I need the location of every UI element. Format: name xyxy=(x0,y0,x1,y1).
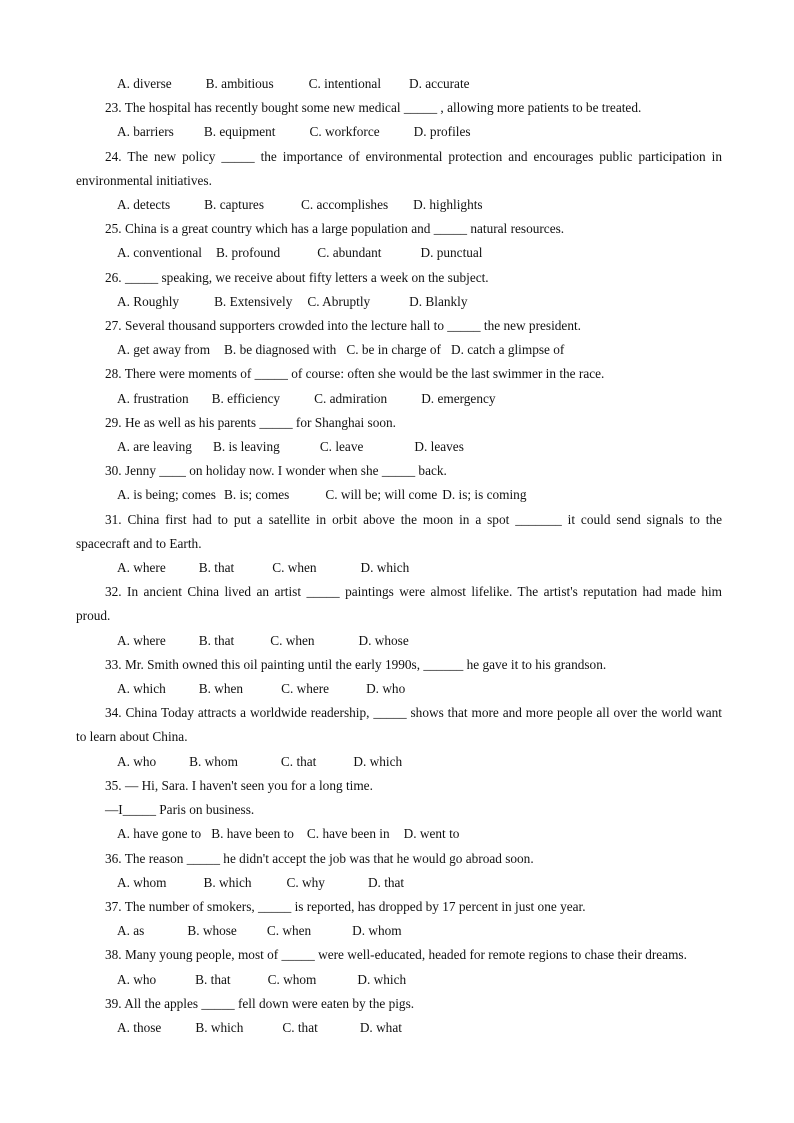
question-text: 24. The new policy _____ the importance of environmental protection and encourages public participation in environmental initiatives. xyxy=(76,148,722,188)
option: A. who xyxy=(117,753,157,769)
option: A. who xyxy=(117,971,157,987)
option: D. punctual xyxy=(420,245,483,261)
question-text: 38. Many young people, most of _____ were well-educated, headed for remote regions to chase their dreams. xyxy=(105,947,687,963)
option: B. that xyxy=(198,632,235,648)
option: C. leave xyxy=(319,439,364,455)
option: B. have been to xyxy=(211,826,294,842)
option: C. will be; will come xyxy=(325,487,438,503)
option: D. is; is coming xyxy=(442,487,527,503)
option: B. is leaving xyxy=(212,439,280,455)
option: A. detects xyxy=(117,197,171,213)
options-row xyxy=(76,387,722,411)
option: C. where xyxy=(281,681,330,697)
option: C. whom xyxy=(267,971,317,987)
option: A. where xyxy=(117,560,166,576)
question-text: 25. China is a great country which has a large population and _____ natural resources. xyxy=(105,221,565,237)
question-text: 34. China Today attracts a worldwide readership, _____ shows that more and more people all over the world want to learn about China. xyxy=(76,705,722,745)
option: A. as xyxy=(117,923,145,939)
option: B. captures xyxy=(204,197,264,213)
options-row xyxy=(76,1016,722,1040)
option: C. intentional xyxy=(308,76,382,91)
option: D. whom xyxy=(352,923,402,939)
question-text: 31. China first had to put a satellite in orbit above the moon in a spot _______ it could send signals to the spacecraft and to Earth. xyxy=(76,511,722,551)
option: B. that xyxy=(198,560,235,576)
option: C. when xyxy=(266,923,312,939)
exam-page xyxy=(76,72,722,1040)
option: D. who xyxy=(366,681,406,697)
option: B. whose xyxy=(187,923,237,939)
options-row xyxy=(76,968,722,992)
option: D. which xyxy=(357,971,407,987)
option: D. which xyxy=(360,560,410,576)
options-row xyxy=(76,120,722,144)
options-row xyxy=(76,677,722,701)
option: B. ambitious xyxy=(205,76,274,91)
question-text: 26. _____ speaking, we receive about fifty letters a week on the subject. xyxy=(105,269,489,285)
option: D. that xyxy=(367,874,405,890)
option: C. when xyxy=(270,632,315,648)
option: D. emergency xyxy=(421,390,496,406)
option: C. that xyxy=(282,1019,318,1035)
option: C. when xyxy=(272,560,317,576)
option: B. profound xyxy=(215,245,281,261)
option: A. which xyxy=(117,681,166,697)
option: D. leaves xyxy=(414,439,464,455)
option: A. get away from xyxy=(117,342,211,358)
question-text: 32. In ancient China lived an artist _____ paintings were almost lifelike. The artist's reputation had made him proud. xyxy=(76,584,722,624)
option: B. be diagnosed with xyxy=(224,342,337,358)
option: A. diverse xyxy=(117,76,172,91)
question-text: —I_____ Paris on business. xyxy=(105,802,255,818)
option: A. frustration xyxy=(117,390,189,406)
option: D. catch a glimpse of xyxy=(450,342,565,358)
option: B. Extensively xyxy=(214,293,293,309)
options-row xyxy=(76,72,722,96)
option: A. whom xyxy=(117,874,167,890)
option: A. barriers xyxy=(117,124,174,140)
option: A. have gone to xyxy=(117,826,202,842)
question-text: 23. The hospital has recently bought some new medical _____ , allowing more patients to be treated. xyxy=(105,100,642,116)
option: D. which xyxy=(353,753,403,769)
question-text: 37. The number of smokers, _____ is reported, has dropped by 17 percent in just one year. xyxy=(105,898,586,914)
option: D. Blankly xyxy=(409,293,468,309)
option: A. is being; comes xyxy=(117,487,216,503)
option: B. that xyxy=(195,971,231,987)
options-row xyxy=(76,241,722,265)
question-text: 39. All the apples _____ fell down were eaten by the pigs. xyxy=(105,995,415,1011)
option: C. have been in xyxy=(306,826,390,842)
option: C. admiration xyxy=(314,390,388,406)
options-row xyxy=(76,193,722,217)
options-row xyxy=(76,338,722,362)
option: C. why xyxy=(286,874,325,890)
option: A. Roughly xyxy=(117,293,180,309)
option: D. whose xyxy=(358,632,409,648)
option: C. workforce xyxy=(309,124,380,140)
options-row xyxy=(76,483,722,507)
option: B. efficiency xyxy=(211,390,281,406)
option: D. accurate xyxy=(409,76,470,91)
options-row xyxy=(76,435,722,459)
options-row xyxy=(76,822,722,846)
options-row xyxy=(76,556,722,580)
question-text: 35. — Hi, Sara. I haven't seen you for a long time. xyxy=(105,777,373,793)
option: C. accomplishes xyxy=(301,197,389,213)
option: C. Abruptly xyxy=(307,293,371,309)
option: D. profiles xyxy=(413,124,471,140)
option: B. equipment xyxy=(203,124,276,140)
option: D. went to xyxy=(403,826,460,842)
question-text: 27. Several thousand supporters crowded into the lecture hall to _____ the new president. xyxy=(105,318,581,334)
options-row xyxy=(76,871,722,895)
option: D. what xyxy=(359,1019,402,1035)
options-row xyxy=(76,919,722,943)
option: A. are leaving xyxy=(117,439,192,455)
option: C. be in charge of xyxy=(346,342,441,358)
question-text: 36. The reason _____ he didn't accept the job was that he would go abroad soon. xyxy=(105,850,534,866)
option: B. is; comes xyxy=(223,487,290,503)
option: C. abundant xyxy=(317,245,382,261)
options-row xyxy=(76,750,722,774)
option: D. highlights xyxy=(413,197,483,213)
options-row xyxy=(76,290,722,314)
option: A. conventional xyxy=(117,245,202,261)
option: A. those xyxy=(117,1019,162,1035)
option: B. which xyxy=(195,1019,244,1035)
option: C. that xyxy=(280,753,317,769)
question-text: 29. He as well as his parents _____ for Shanghai soon. xyxy=(105,414,397,430)
question-text: 28. There were moments of _____ of course: often she would be the last swimmer in the race. xyxy=(105,366,605,382)
option: B. which xyxy=(203,874,252,890)
question-text: 33. Mr. Smith owned this oil painting until the early 1990s, ______ he gave it to his grandson. xyxy=(105,656,607,672)
option: B. whom xyxy=(189,753,238,769)
option: A. where xyxy=(117,632,166,648)
option: B. when xyxy=(198,681,244,697)
options-row xyxy=(76,629,722,653)
question-text: 30. Jenny ____ on holiday now. I wonder when she _____ back. xyxy=(105,463,447,479)
